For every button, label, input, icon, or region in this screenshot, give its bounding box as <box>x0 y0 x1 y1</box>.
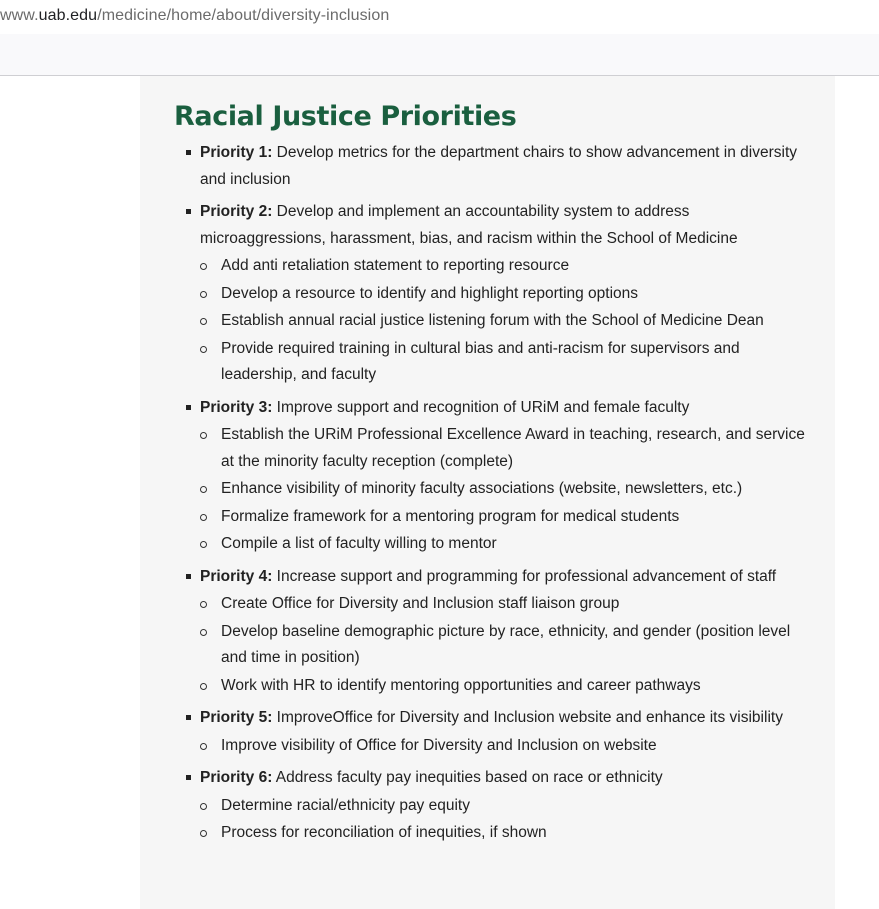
content-panel <box>140 76 835 909</box>
priority-text: Address faculty pay inequities based on race or ethnicity <box>272 769 663 786</box>
square-bullet-icon <box>186 715 191 720</box>
sub-list <box>200 591 806 699</box>
circle-bullet-icon <box>200 803 207 810</box>
sub-list <box>200 253 806 389</box>
sub-item-text: Establish the URiM Professional Excellence Award in teaching, research, and service at the minority faculty reception (complete) <box>221 426 805 470</box>
sub-item-text: Process for reconciliation of inequities, if shown <box>221 824 547 841</box>
page-title: Racial Justice Priorities <box>174 101 517 132</box>
priority-item <box>186 395 806 558</box>
sub-list-item <box>200 476 806 503</box>
square-bullet-icon <box>186 775 191 780</box>
url-text[interactable] <box>0 7 389 25</box>
priority-label: Priority 1: <box>200 144 273 161</box>
square-bullet-icon <box>186 405 191 410</box>
sub-item-text: Compile a list of faculty willing to mentor <box>221 535 497 552</box>
url-path: /medicine/home/about/diversity-inclusion <box>97 7 390 24</box>
sub-list-item <box>200 336 806 389</box>
sub-item-text: Add anti retaliation statement to reporting resource <box>221 257 570 274</box>
circle-bullet-icon <box>200 291 207 298</box>
priority-label: Priority 4: <box>200 567 273 585</box>
sub-list <box>200 733 806 760</box>
priority-item <box>186 140 806 193</box>
circle-bullet-icon <box>200 541 207 548</box>
priority-label: Priority 5: <box>200 709 273 726</box>
sub-item-text: Determine racial/ethnicity pay equity <box>221 796 470 814</box>
priority-label: Priority 2: <box>200 203 273 220</box>
square-bullet-icon <box>186 574 191 579</box>
circle-bullet-icon <box>200 514 207 521</box>
sub-list-item <box>200 793 806 820</box>
circle-bullet-icon <box>200 346 207 353</box>
sub-list-item <box>200 253 806 280</box>
sub-item-text: Enhance visibility of minority faculty associations (website, newsletters, etc.) <box>221 480 743 497</box>
circle-bullet-icon <box>200 486 207 493</box>
sub-item-text: Work with HR to identify mentoring opportunities and career pathways <box>221 676 701 694</box>
priority-item <box>186 199 806 389</box>
priority-label: Priority 6: <box>200 769 273 786</box>
priority-text: ImproveOffice for Diversity and Inclusion website and enhance its visibility <box>272 709 783 726</box>
url-domain: uab.edu <box>38 7 98 24</box>
priority-item <box>186 765 806 847</box>
sub-item-text: Develop a resource to identify and highlight reporting options <box>221 284 639 302</box>
sub-list-item <box>200 281 806 308</box>
sub-item-text: Create Office for Diversity and Inclusion staff liaison group <box>221 595 620 612</box>
browser-toolbar-strip <box>0 34 879 76</box>
circle-bullet-icon <box>200 683 207 690</box>
sub-list-item <box>200 422 806 475</box>
sub-list-item <box>200 591 806 618</box>
sub-list-item <box>200 531 806 558</box>
circle-bullet-icon <box>200 263 207 270</box>
sub-item-text: Formalize framework for a mentoring program for medical students <box>221 507 680 525</box>
sub-item-text: Provide required training in cultural bias and anti-racism for supervisors and leadership, and faculty <box>221 339 740 383</box>
circle-bullet-icon <box>200 743 207 750</box>
priority-text: Increase support and programming for professional advancement of staff <box>272 567 777 585</box>
square-bullet-icon <box>186 209 191 214</box>
priority-text: Improve support and recognition of URiM and female faculty <box>272 398 690 416</box>
circle-bullet-icon <box>200 432 207 439</box>
sub-item-text: Establish annual racial justice listening forum with the School of Medicine Dean <box>221 312 764 329</box>
circle-bullet-icon <box>200 601 207 608</box>
sub-list <box>200 422 806 558</box>
page-area <box>0 76 879 909</box>
priority-text: Develop metrics for the department chairs to show advancement in diversity and inclusion <box>200 144 798 188</box>
sub-list-item <box>200 619 806 672</box>
sub-list-item <box>200 820 806 847</box>
sub-list <box>200 793 806 847</box>
address-bar[interactable] <box>0 0 879 34</box>
sub-item-text: Develop baseline demographic picture by race, ethnicity, and gender (position level and time in position) <box>221 622 791 666</box>
circle-bullet-icon <box>200 830 207 837</box>
sub-item-text: Improve visibility of Office for Diversity and Inclusion on website <box>221 736 657 754</box>
url-prefix: www. <box>0 7 39 24</box>
circle-bullet-icon <box>200 629 207 636</box>
sub-list-item <box>200 733 806 760</box>
priority-label: Priority 3: <box>200 398 273 416</box>
priority-list <box>186 140 806 853</box>
priority-text: Develop and implement an accountability system to address microaggressions, harassment, bias, and racism within the School of Medicine <box>200 203 738 247</box>
priority-item <box>186 705 806 759</box>
sub-list-item <box>200 673 806 700</box>
sub-list-item <box>200 504 806 531</box>
circle-bullet-icon <box>200 318 207 325</box>
sub-list-item <box>200 308 806 335</box>
priority-item <box>186 564 806 700</box>
square-bullet-icon <box>186 150 191 155</box>
